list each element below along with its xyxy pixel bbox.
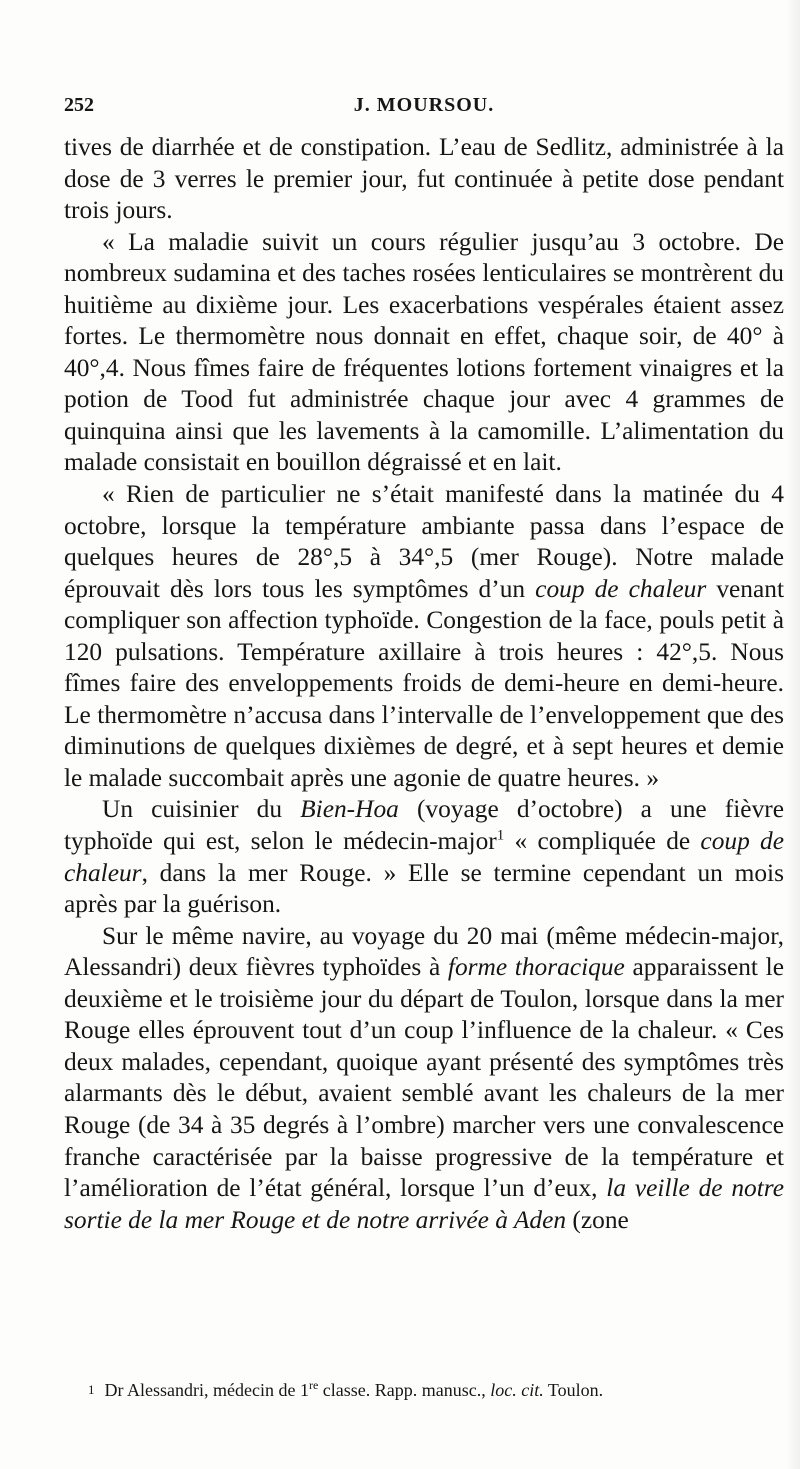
page-body [64,132,784,1236]
paragraph-4-emphasis: coup de chaleur [64,827,785,887]
paragraph-4-text-b: (voyage d’octobre) a une fièvre typhoïde qui est, selon le médecin-major [64,795,784,856]
paragraph-2-text: « La maladie suivit un cours régulier jusqu’au 3 octobre. De nombreux sudamina et des taches rosées lenticulaires se montrèrent du huitième au dixième jour. Les exacerbations vespérales étaient assez fortes. Le thermomètre nous donnait en effet, chaque soir, de 40° à 40°,4. Nous fîmes faire de fréquentes lotions fortement vinaigres et la potion de Tood fut administrée chaque jour avec 4 grammes de quinquina ainsi que les lavements à la camomille. L’alimentation du malade consistait en bouillon dégraissé et en lait. [64,227,784,477]
page-number: 252 [64,94,94,116]
paragraph-5 [64,921,784,1236]
paragraph-5-text-c: (zone [566,1205,629,1234]
footnote-emphasis: loc. cit. [490,1380,544,1400]
page-header [64,86,784,126]
paragraph-4 [64,794,784,920]
paragraph-5-emphasis-2: la veille de notre sortie de la mer Rouge et de notre arrivée à Aden [64,1174,784,1234]
footnote-marker: 1 [88,1382,95,1397]
paragraph-2 [64,227,784,479]
paragraph-5-text-b: apparaissent le deuxième et le troisième jour du départ de Toulon, lorsque dans la mer Rouge elles éprouvent tout d’un coup l’influence de la chaleur. « Ces deux malades, cependant, quoique ayant présenté des symptômes très alarmants dès le début, avaient semblé avant les chaleurs de la mer Rouge (de 34 à 35 degrés à l’ombre) marcher vers une convalescence franche caractérisée par la baisse progressive de la température et l’amélioration de l’état général, lorsque l’un d’eux, [64,953,784,1203]
ship-name: Bien-Hoa [300,795,399,824]
footnote-text-a: Dr Alessandri, médecin de 1 [104,1380,309,1400]
footnote-text-b: classe. Rapp. manusc., [318,1380,491,1400]
paragraph-4-text-c: « compliquée de [504,827,701,856]
paragraph-4-text-d: , dans la mer Rouge. » Elle se termine cependant un mois après par la guérison. [64,858,784,919]
paragraph-3-emphasis: coup de chaleur [535,574,707,603]
running-title: J. MOURSOU. [353,94,495,116]
paragraph-4-text-a: Un cuisinier du [102,795,301,824]
paragraph-3-text-a: « Rien de particulier ne s’était manifesté dans la matinée du 4 octobre, lorsque la température ambiante passa dans l’espace de quelques heures de 28°,5 à 34°,5 (mer Rouge). Notre malade éprouvait dès lors tous les symptômes d’un [64,480,784,603]
page-edge-shadow [786,0,800,1469]
footnote-superscript: re [308,1378,319,1392]
paragraph-3-text-b: venant compliquer son affection typhoïde. Congestion de la face, pouls petit à 120 pulsations. Température axillaire à trois heures : 42°,5. Nous fîmes faire des enveloppements froids de demi-heure en demi-heure. Le thermomètre n’accusa dans l’intervalle de l’enveloppement que des diminutions de quelques dixièmes de degré, et à sept heures et demie le malade succombait après une agonie de quatre heures. » [64,574,785,792]
footnote-reference: 1 [496,827,505,844]
footnote-text-c: Toulon. [543,1380,604,1400]
paragraph-3 [64,479,784,794]
paragraph-1-text: tives de diarrhée et de constipation. L’eau de Sedlitz, administrée à la dose de 3 verres le premier jour, fut continuée à petite dose pendant trois jours. [64,133,784,225]
paragraph-5-emphasis-1: forme thoracique [447,953,625,982]
paragraph-1 [64,132,784,227]
paragraph-5-text-a: Sur le même navire, au voyage du 20 mai (même médecin-major, Alessandri) deux fièvres typhoïdes à [64,921,784,982]
footnote [88,1378,768,1402]
